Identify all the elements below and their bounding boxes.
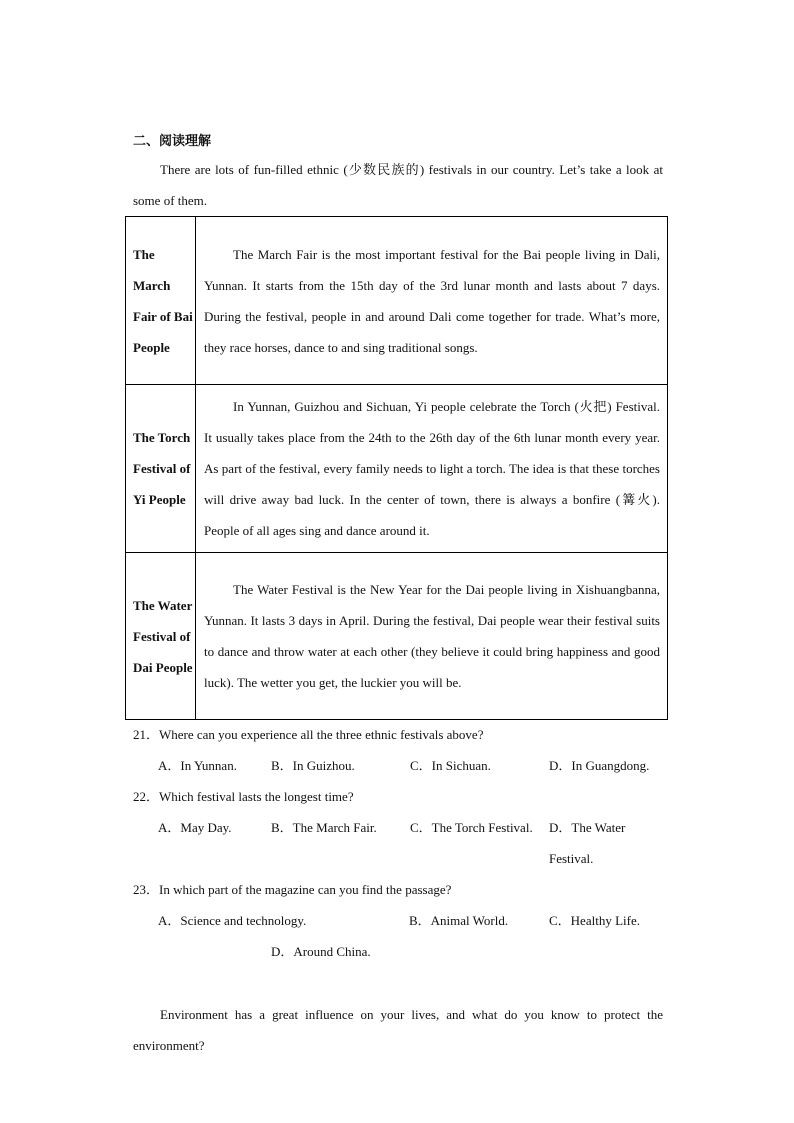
festival-name: The Torch Festival of Yi People xyxy=(126,385,196,553)
question-23-option-b[interactable]: B．Animal World. xyxy=(409,913,509,928)
intro-paragraph: There are lots of fun-filled ethnic (少数民族的) festivals in our country. Let’s take a look at some of them. xyxy=(133,162,663,208)
festival-name: The March Fair of Bai People xyxy=(126,217,196,385)
question-22-option-d[interactable] xyxy=(549,812,659,874)
table-row xyxy=(126,553,668,720)
question-21-option-d[interactable]: D．In Guangdong. xyxy=(549,758,650,773)
question-21-option-a[interactable]: A．In Yunnan. xyxy=(158,758,237,773)
question-22-option-b[interactable]: B．The March Fair. xyxy=(271,820,377,835)
question-21-option-c[interactable]: C．In Sichuan. xyxy=(410,758,491,773)
question-21: 21．Where can you experience all the three ethnic festivals above? xyxy=(133,727,484,742)
question-23-option-a[interactable]: A．Science and technology. xyxy=(158,913,307,928)
festival-description: In Yunnan, Guizhou and Sichuan, Yi people celebrate the Torch (火把) Festival. It usually takes place from the 24th to the 26th day of the 6th lunar month every year. As part of the festival, every family needs to light a torch. The idea is that these torches will drive away bad luck. In the center of town, there is always a bonfire (篝火). People of all ages sing and dance around it. xyxy=(196,385,668,553)
next-passage-text: Environment has a great influence on your lives, and what do you know to protect the environment? xyxy=(133,1007,663,1053)
question-22: 22．Which festival lasts the longest time? xyxy=(133,789,354,804)
question-22-option-a[interactable]: A．May Day. xyxy=(158,820,232,835)
festival-description: The Water Festival is the New Year for the Dai people living in Xishuangbanna, Yunnan. It lasts 3 days in April. During the festival, Dai people wear their festival suits to dance and throw water at each other (they believe it could bring happiness and good luck). The wetter you get, the luckier you will be. xyxy=(196,553,668,720)
question-21-option-b[interactable]: B．In Guizhou. xyxy=(271,758,355,773)
table-row xyxy=(126,385,668,553)
festival-description: The March Fair is the most important festival for the Bai people living in Dali, Yunnan. It starts from the 15th day of the 3rd lunar month and lasts about 7 days. During the festival, people in and around Dali come together for trade. What’s more, they race horses, dance to and sing traditional songs. xyxy=(196,217,668,385)
question-22-option-d-label: D．The Water Festival. xyxy=(549,820,626,866)
question-23-option-d[interactable]: D．Around China. xyxy=(271,944,371,959)
festival-table xyxy=(125,216,668,720)
question-23-option-c[interactable]: C．Healthy Life. xyxy=(549,913,640,928)
reading-section xyxy=(133,130,663,216)
next-passage xyxy=(133,999,663,1061)
question-23: 23．In which part of the magazine can you find the passage? xyxy=(133,882,452,897)
question-22-option-c[interactable]: C．The Torch Festival. xyxy=(410,820,533,835)
section-title: 二、阅读理解 xyxy=(133,134,212,149)
festival-name: The Water Festival of Dai People xyxy=(126,553,196,720)
table-row xyxy=(126,217,668,385)
